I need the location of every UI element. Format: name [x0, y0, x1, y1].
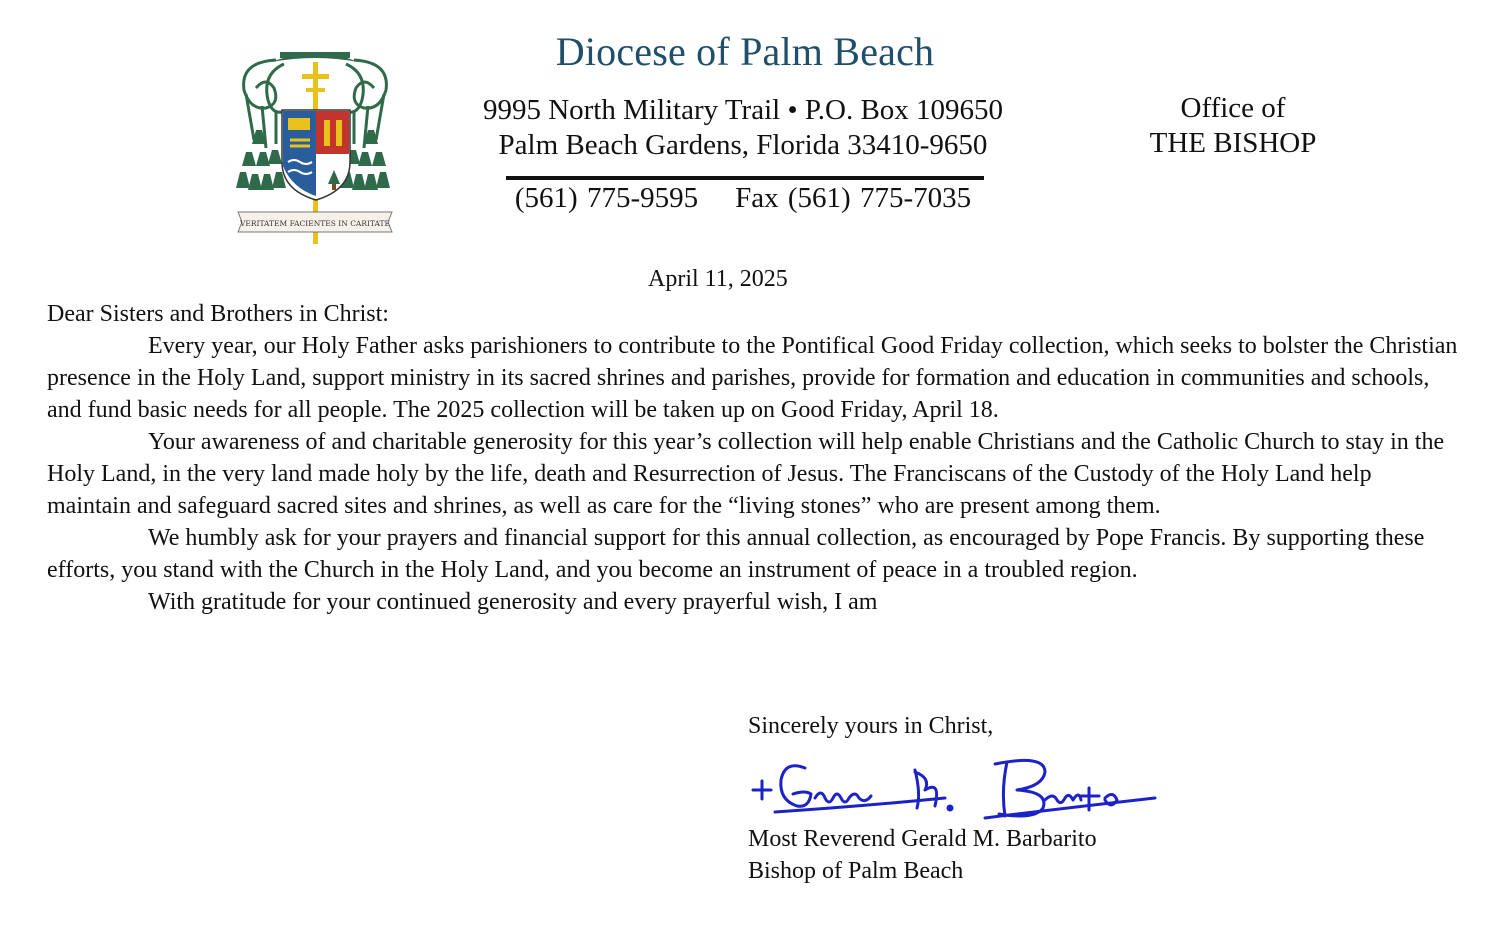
header-divider [506, 176, 984, 180]
signer-title: Bishop of Palm Beach [748, 858, 964, 884]
signer-name: Most Reverend Gerald M. Barbarito [748, 826, 1097, 852]
paragraph-2: Your awareness of and charitable generosity for this year’s collection will help enable Christians and the Catholic Church to stay in the Holy Land, in the very land made holy by the life, death and Resurrection of Jesus. The Franciscans of the Custody of the Holy Land help maintain and safeguard sacred sites and shrines, as well as care for the “living stones” who are present among them. [47, 429, 1445, 519]
address-line-1: 9995 North Military Trail • P.O. Box 109650 [482, 94, 1004, 126]
contact-line [0, 182, 1486, 215]
paragraph-3: We humbly ask for your prayers and financial support for this annual collection, as encouraged by Pope Francis. By supporting these efforts, you stand with the Church in the Holy Land, and you become an instrument of peace in a troubled region. [47, 525, 1425, 583]
letter-body [47, 298, 1459, 618]
crest-motto: VERITATEM FACIENTES IN CARITATE [239, 219, 391, 228]
phone-number: (561) 775-9595 [514, 182, 699, 214]
letter-date: April 11, 2025 [648, 266, 788, 292]
signature-image [745, 750, 1163, 830]
fax-number: Fax (561) 775-7035 [735, 182, 972, 214]
paragraph-1: Every year, our Holy Father asks parishioners to contribute to the Pontifical Good Friday collection, which seeks to bolster the Christian presence in the Holy Land, support ministry in its sacred shrines and parishes, provide for formation and education in communities and schools, and fund basic needs for all people. The 2025 collection will be taken up on Good Friday, April 18. [47, 333, 1458, 423]
office-line-2: THE BISHOP [1149, 127, 1317, 159]
paragraph-4: With gratitude for your continued generosity and every prayerful wish, I am [148, 589, 878, 615]
salutation: Dear Sisters and Brothers in Christ: [47, 301, 389, 327]
office-label [1140, 91, 1326, 161]
closing: Sincerely yours in Christ, [748, 713, 994, 739]
address-line-2: Palm Beach Gardens, Florida 33410-9650 [498, 129, 988, 161]
diocese-title: Diocese of Palm Beach [555, 29, 935, 74]
office-line-1: Office of [1180, 92, 1286, 124]
